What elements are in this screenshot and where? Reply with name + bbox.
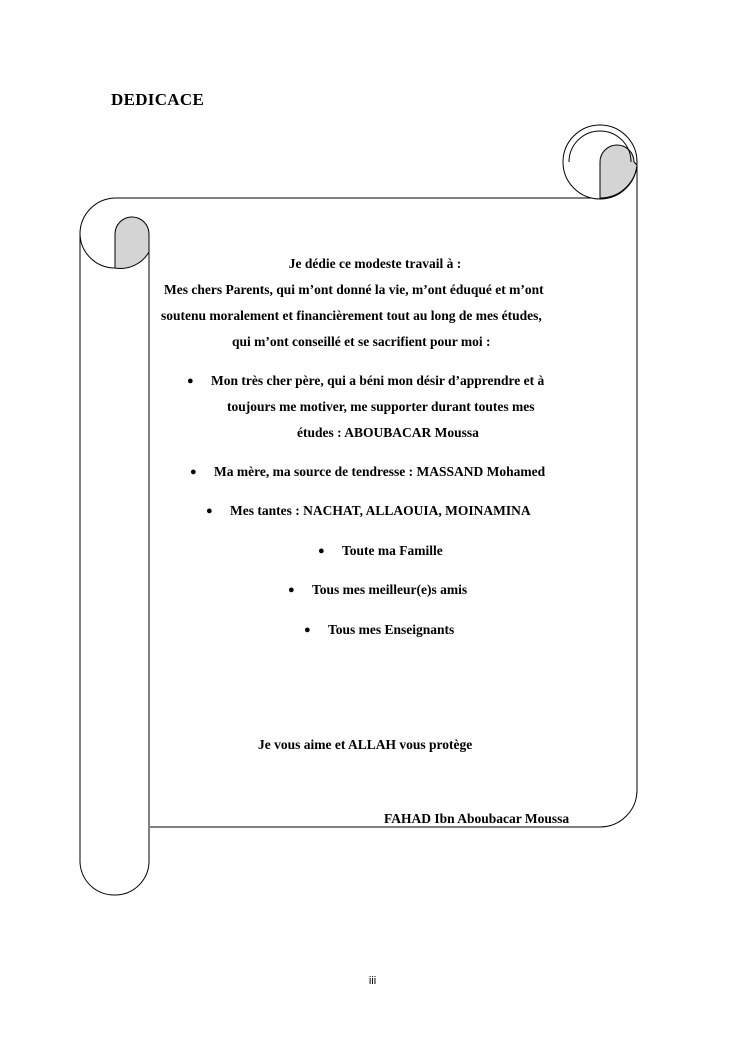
scroll-roll-left [80,198,149,895]
bullet-aunts: Mes tantes : NACHAT, ALLAOUIA, MOINAMINA [230,503,531,518]
bullet-family: Toute ma Famille [342,543,443,558]
closing-line: Je vous aime et ALLAH vous protège [258,737,473,752]
scroll-curl-top-fill [600,145,637,198]
bullet-dot: ● [206,505,213,517]
bullet-friends: Tous mes meilleur(e)s amis [312,582,468,597]
intro-line-2: Mes chers Parents, qui m’ont donné la vie, m’ont éduqué et m’ont [164,282,544,297]
intro-line-3: soutenu moralement et financièrement tout au long de mes études, [161,308,542,323]
bullet-father-line-1: Mon très cher père, qui a béni mon désir d’apprendre et à [211,373,545,388]
bullet-dot: ● [190,466,197,478]
intro-line-4: qui m’ont conseillé et se sacrifient pour moi : [232,334,491,349]
bullet-father-line-2: toujours me motiver, me supporter durant toutes mes [227,399,535,414]
bullet-dot: ● [304,624,311,636]
intro-line-1: Je dédie ce modeste travail à : [288,256,462,271]
page-number: iii [368,975,377,987]
bullet-dot: ● [318,545,325,557]
bullet-mother: Ma mère, ma source de tendresse : MASSAND Mohamed [214,464,546,479]
bullet-father-line-3: études : ABOUBACAR Moussa [297,425,479,440]
bullet-dot: ● [288,584,295,596]
page-title: DEDICACE [111,90,205,109]
bullet-dot: ● [187,375,194,387]
bullet-teachers: Tous mes Enseignants [328,622,455,637]
signature: FAHAD Ibn Aboubacar Moussa [384,811,570,825]
